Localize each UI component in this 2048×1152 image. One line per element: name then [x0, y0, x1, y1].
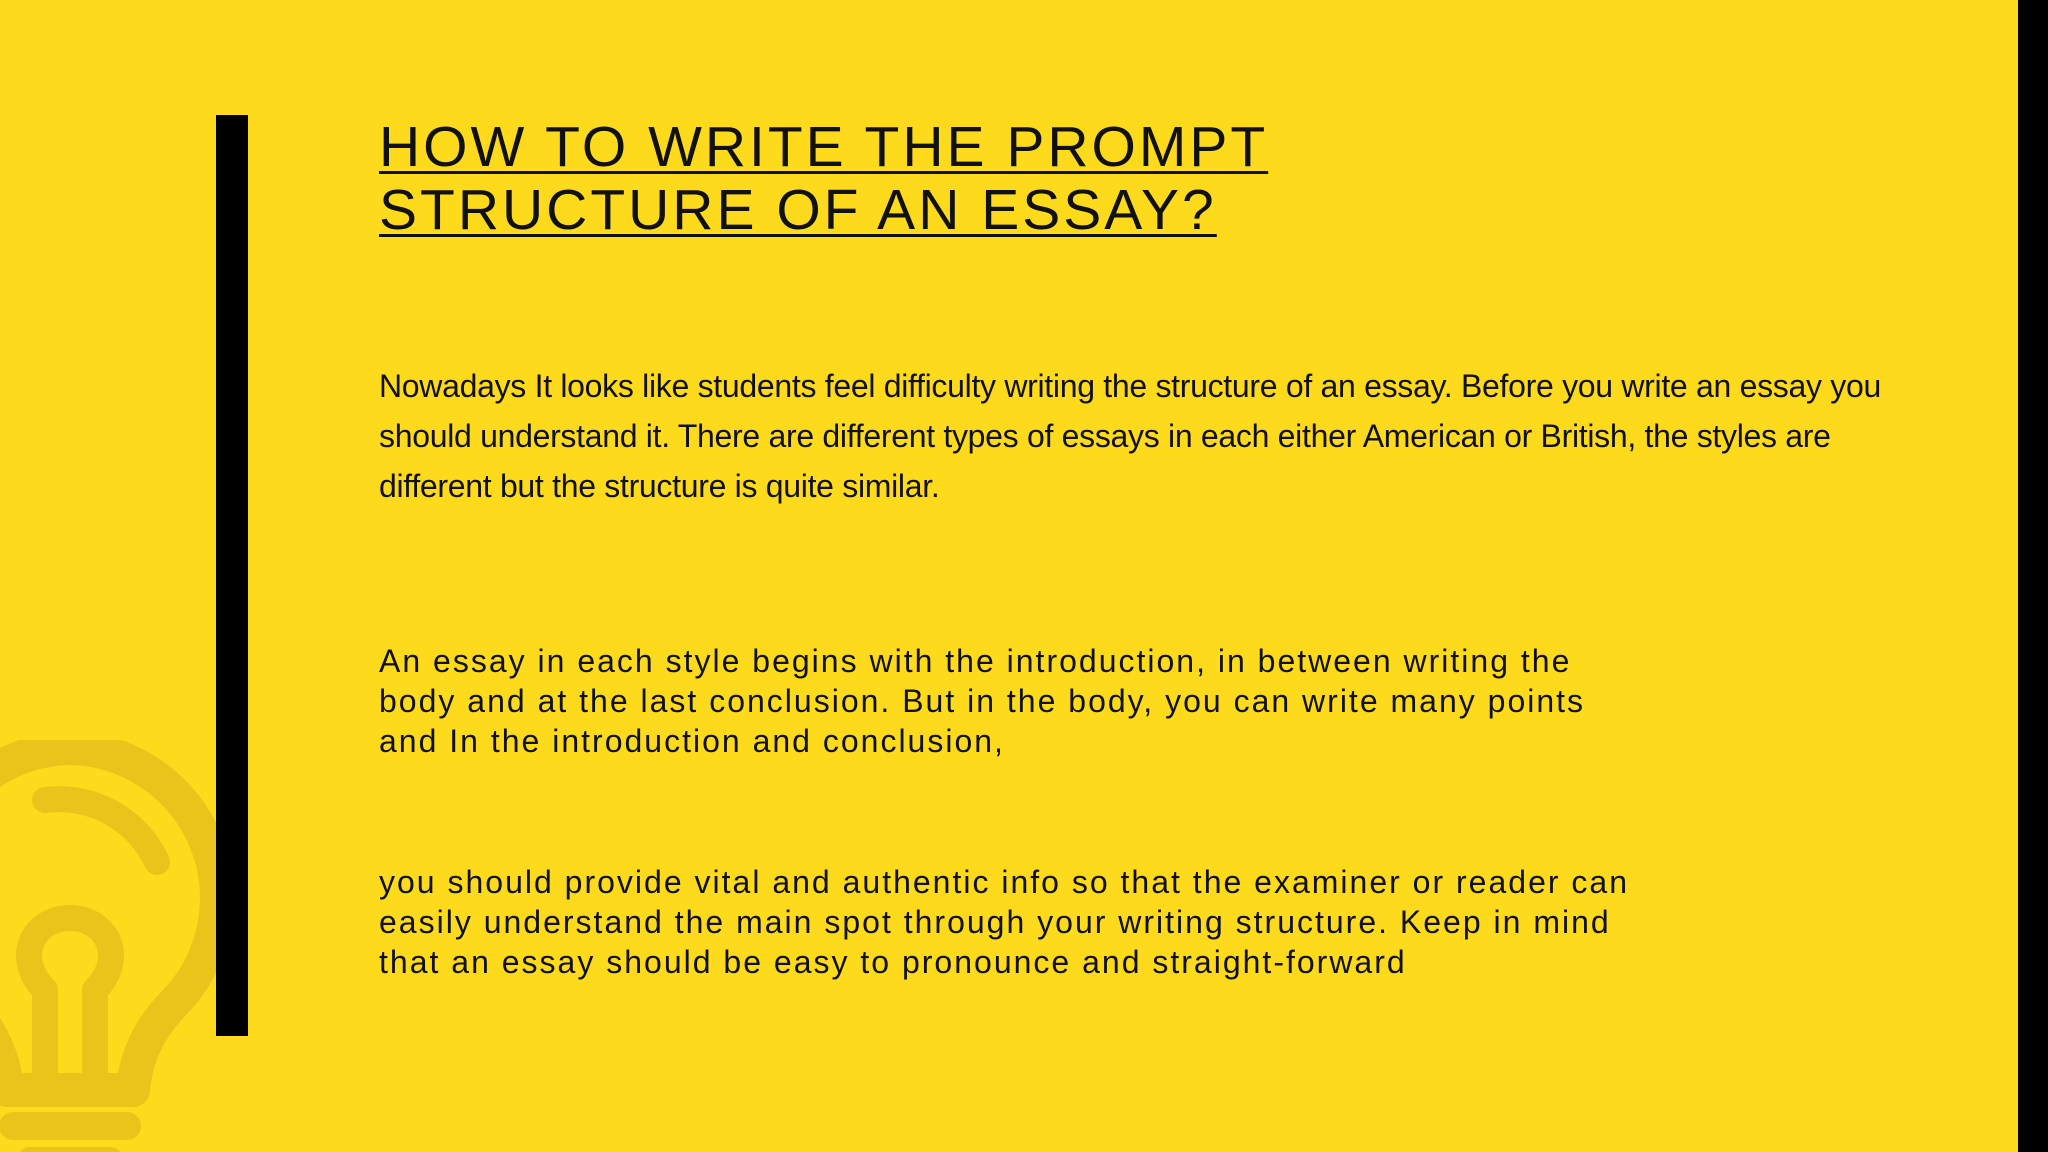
- advice-paragraph: [379, 862, 1819, 982]
- paragraph-line: An essay in each style begins with the introduction, in between writing the: [379, 643, 1572, 679]
- lightbulb-icon: [0, 740, 235, 1152]
- slide-title: [379, 116, 1779, 242]
- paragraph-line: that an essay should be easy to pronounce and straight-forward: [379, 944, 1407, 980]
- accent-bar: [216, 115, 248, 1036]
- title-line: STRUCTURE OF AN ESSAY?: [379, 178, 1217, 242]
- paragraph-line: you should provide vital and authentic info so that the examiner or reader can: [379, 864, 1629, 900]
- intro-paragraph: Nowadays It looks like students feel difficulty writing the structure of an essay. Before you write an essay you should understand it. There are different types of essays in each either American or British, the styles are different but the structure is quite similar.: [379, 368, 1881, 504]
- structure-paragraph: [379, 641, 1819, 761]
- title-line: HOW TO WRITE THE PROMPT: [379, 115, 1269, 179]
- right-border: [2018, 0, 2048, 1152]
- paragraph-line: body and at the last conclusion. But in the body, you can write many points: [379, 683, 1586, 719]
- paragraph-line: and In the introduction and conclusion,: [379, 723, 1005, 759]
- paragraph-line: easily understand the main spot through your writing structure. Keep in mind: [379, 904, 1611, 940]
